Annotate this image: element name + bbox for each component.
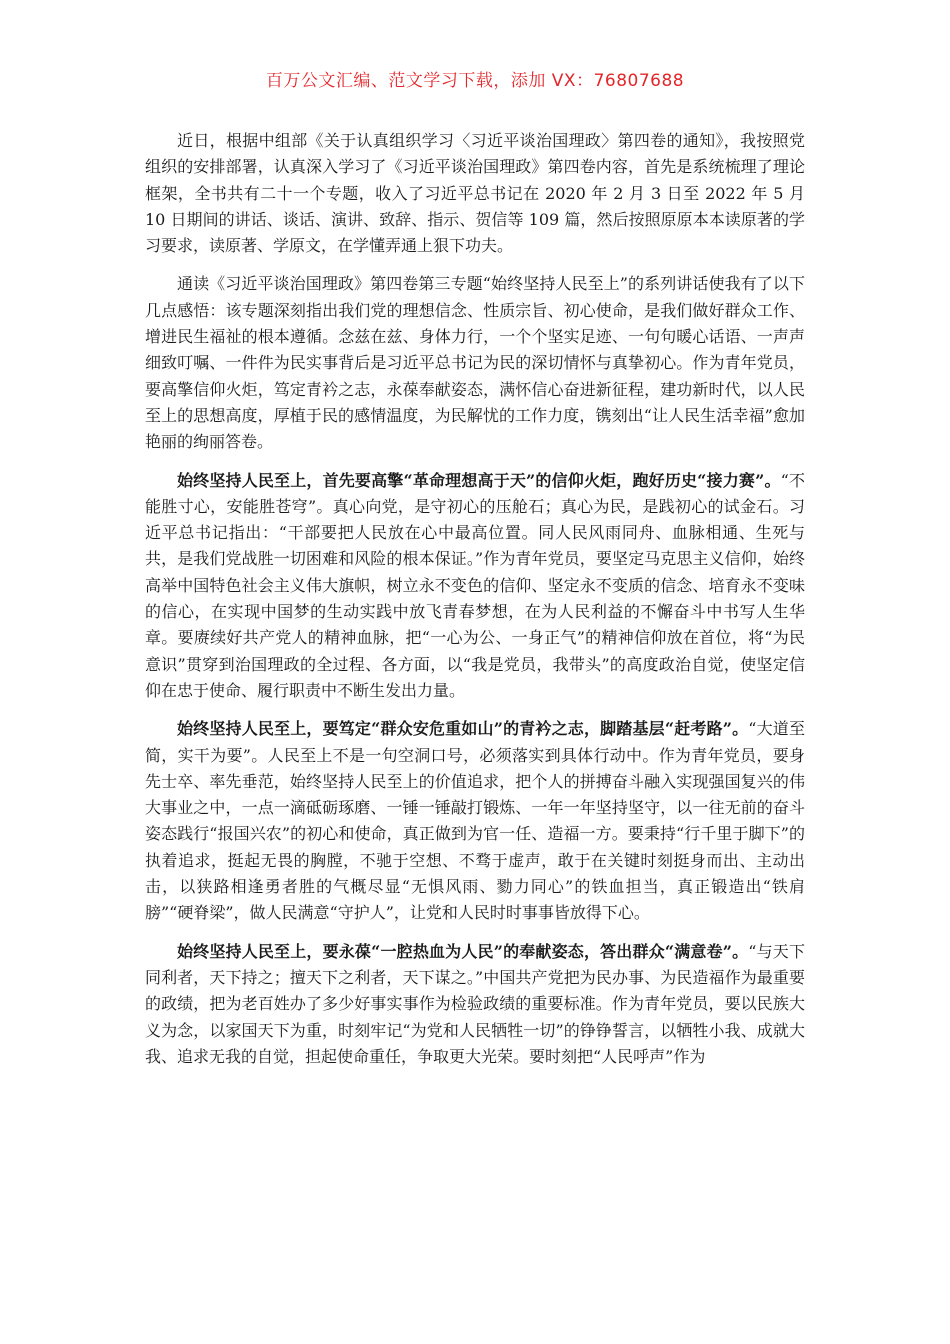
paragraph-3 xyxy=(145,468,805,705)
paragraph-3-text: “不能胜寸心，安能胜苍穹”。真心向党，是守初心的压舱石；真心为民，是践初心的试金石。习近平总书记指出：“干部要把人民放在心中最高位置。同人民风雨同舟、血脉相通、生死与共，是我们党战胜一切困难和风险的根本保证。”作为青年党员，要坚定马克思主义信仰，始终高举中国特色社会主义伟大旗帜，树立永不变色的信仰、坚定永不变质的信念、培育永不变味的信心，在实现中国梦的生动实践中放飞青春梦想，在为人民利益的不懈奋斗中书写人生华章。要赓续好共产党人的精神血脉，把“一心为公、一身正气”的精神信仰放在首位，将“为民意识”贯穿到治国理政的全过程、各方面，以“我是党员，我带头”的高度政治自觉，使坚定信仰在忠于使命、履行职责中不断生发出力量。 xyxy=(145,470,805,700)
paragraph-3-lead: 始终坚持人民至上，首先要高擎“革命理想高于天”的信仰火炬，跑好历史“接力赛”。 xyxy=(177,470,781,490)
paragraph-5 xyxy=(145,939,805,1070)
paragraph-5-lead: 始终坚持人民至上，要永葆“一腔热血为人民”的奉献姿态，答出群众“满意卷”。 xyxy=(177,941,749,961)
paragraph-1-text: 近日，根据中组部《关于认真组织学习〈习近平谈治国理政〉第四卷的通知》，我按照党组织的安排部署，认真深入学习了《习近平谈治国理政》第四卷内容，首先是系统梳理了理论框架，全书共有二十一个专题，收入了习近平总书记在 2020 年 2 月 3 日至 2022 年 5 月 10 日期间的讲话、谈话、演讲、致辞、指示、贺信等 109 篇，然后按照原原本本读原著的学习要求，读原著、学原文，在学懂弄通上狠下功夫。 xyxy=(145,131,805,256)
header-banner: 百万公文汇编、范文学习下载，添加 VX：76807688 xyxy=(265,71,685,91)
paragraph-2 xyxy=(145,271,805,455)
paragraph-4-lead: 始终坚持人民至上，要笃定“群众安危重如山”的青衿之志，脚踏基层“赶考路”。 xyxy=(177,719,749,739)
paragraph-5-text: “与天下同利者，天下持之；擅天下之利者，天下谋之。”中国共产党把为民办事、为民造福作为最重要的政绩，把为老百姓办了多少好事实事作为检验政绩的重要标准。作为青年党员，要以民族大义为念，以家国天下为重，时刻牢记“为党和人民牺牲一切”的铮铮誓言，以牺牲小我、成就大我、追求无我的自觉，担起使命重任，争取更大光荣。要时刻把“人民呼声”作为 xyxy=(145,941,805,1066)
paragraph-2-text: 通读《习近平谈治国理政》第四卷第三专题“始终坚持人民至上”的系列讲话使我有了以下几点感悟：该专题深刻指出我们党的理想信念、性质宗旨、初心使命，是我们做好群众工作、增进民生福祉的根本遵循。念兹在兹、身体力行，一个个坚实足迹、一句句暖心话语、一声声细致叮嘱、一件件为民实事背后是习近平总书记为民的深切情怀与真挚初心。作为青年党员，要高擎信仰火炬，笃定青衿之志，永葆奉献姿态，满怀信心奋进新征程，建功新时代，以人民至上的思想高度，厚植于民的感情温度，为民解忧的工作力度，镌刻出“让人民生活幸福”愈加艳丽的绚丽答卷。 xyxy=(145,274,805,452)
paragraph-1 xyxy=(145,128,805,259)
paragraph-4-text: “大道至简，实干为要”。人民至上不是一句空洞口号，必须落实到具体行动中。作为青年党员，要身先士卒、率先垂范，始终坚持人民至上的价值追求，把个人的拼搏奋斗融入实现强国复兴的伟大事业之中，一点一滴砥砺琢磨、一锤一锤敲打锻炼、一年一年坚持坚守，以一往无前的奋斗姿态践行“报国兴农”的初心和使命，真正做到为官一任、造福一方。要秉持“行千里于脚下”的执着追求，挺起无畏的胸膛，不驰于空想、不骛于虚声，敢于在关键时刻挺身而出、主动出击，以狭路相逢勇者胜的气概尽显“无惧风雨、勠力同心”的铁血担当，真正锻造出“铁肩膀”“硬脊梁”，做人民满意“守护人”，让党和人民时时事事皆放得下心。 xyxy=(145,719,805,923)
document-body xyxy=(145,128,805,1082)
paragraph-4 xyxy=(145,716,805,926)
